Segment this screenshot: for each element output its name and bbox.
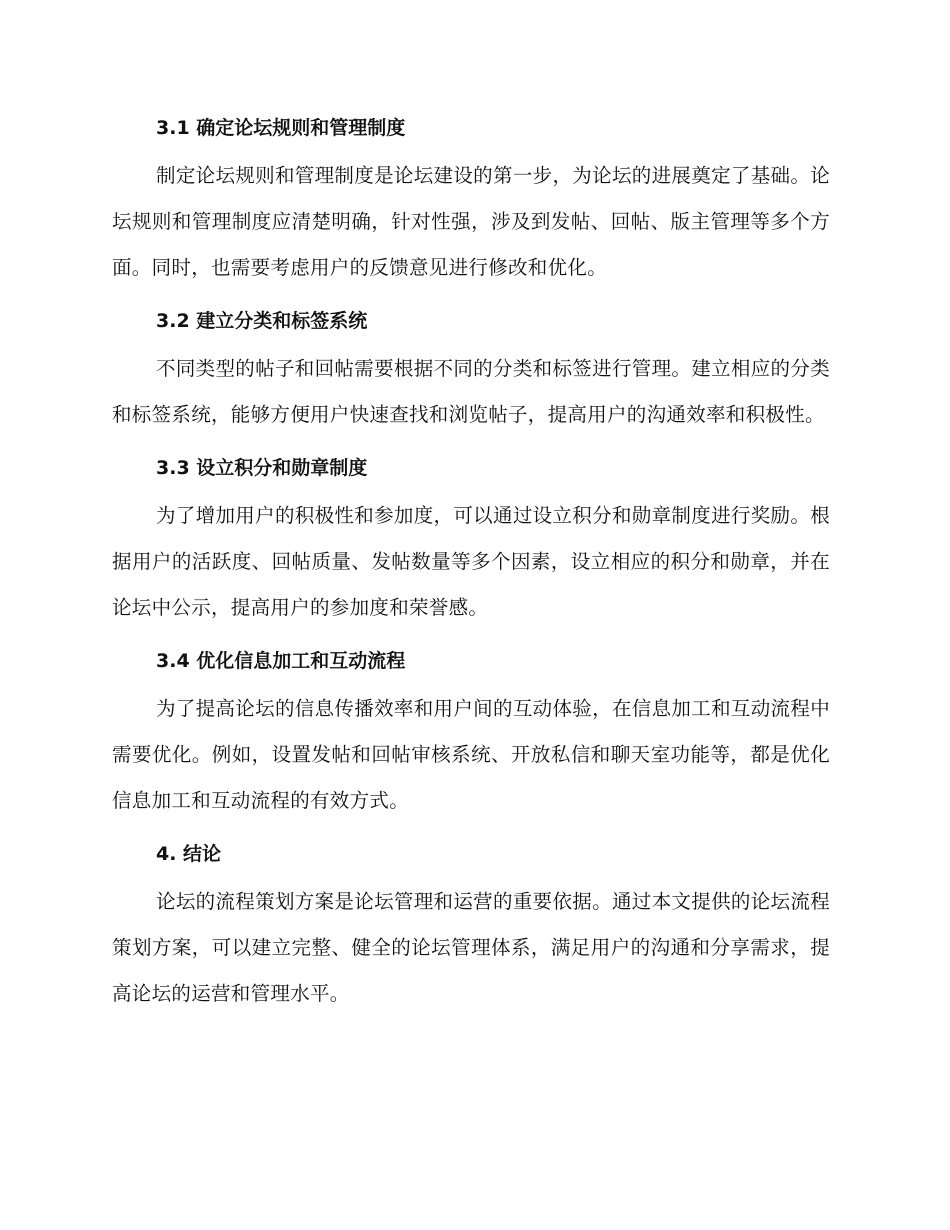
- section-heading: 4. 结论: [156, 843, 222, 865]
- section-paragraph: 论坛的流程策划方案是论坛管理和运营的重要依据。通过本文提供的论坛流程策划方案，可以建立完整、健全的论坛管理体系，满足用户的沟通和分享需求，提高论坛的运营和管理水平。: [112, 890, 830, 1005]
- document-body: [112, 108, 830, 1017]
- section-heading: 3.2 建立分类和标签系统: [156, 310, 368, 332]
- section-paragraph: 为了提高论坛的信息传播效率和用户间的互动体验，在信息加工和互动流程中需要优化。例如，设置发帖和回帖审核系统、开放私信和聊天室功能等，都是优化信息加工和互动流程的有效方式。: [112, 697, 830, 812]
- section-paragraph: 不同类型的帖子和回帖需要根据不同的分类和标签进行管理。建立相应的分类和标签系统，能够方便用户快速查找和浏览帖子，提高用户的沟通效率和积极性。: [112, 357, 830, 426]
- section-heading: 3.1 确定论坛规则和管理制度: [156, 117, 406, 139]
- section-3-3: [112, 448, 830, 631]
- section-heading: 3.4 优化信息加工和互动流程: [156, 650, 406, 672]
- section-3-2: [112, 301, 830, 438]
- section-3-1: [112, 108, 830, 291]
- section-3-4: [112, 641, 830, 824]
- section-4-conclusion: [112, 834, 830, 1017]
- section-paragraph: 为了增加用户的积极性和参加度，可以通过设立积分和勋章制度进行奖励。根据用户的活跃度、回帖质量、发帖数量等多个因素，设立相应的积分和勋章，并在论坛中公示，提高用户的参加度和荣誉感。: [112, 504, 830, 619]
- section-heading: 3.3 设立积分和勋章制度: [156, 457, 368, 479]
- section-paragraph: 制定论坛规则和管理制度是论坛建设的第一步，为论坛的进展奠定了基础。论坛规则和管理制度应清楚明确，针对性强，涉及到发帖、回帖、版主管理等多个方面。同时，也需要考虑用户的反馈意见进行修改和优化。: [112, 164, 830, 279]
